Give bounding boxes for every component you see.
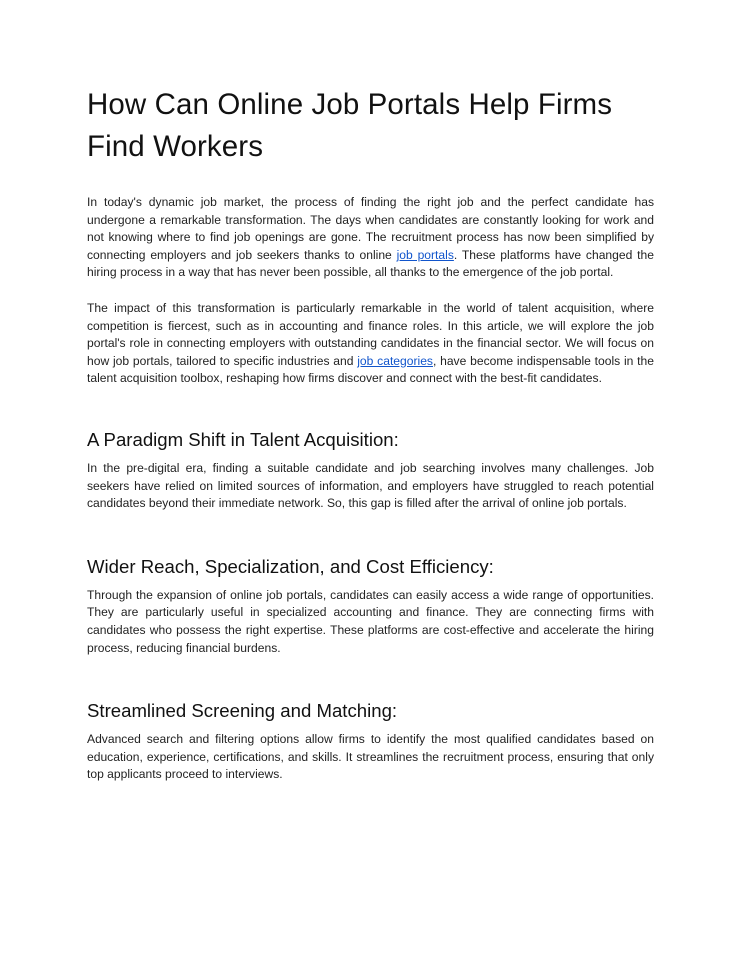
- intro-paragraph-2: [87, 300, 654, 388]
- intro-p2-text-before: The impact of this transformation is particularly remarkable in the world of talent acquisition, where competition is fiercest, such as in accounting and finance roles. In this article, we will explore the job portal's role in connecting employers with outstanding candidates in the financial sector. We will focus on how job portals, tailored to specific industries and: [87, 300, 654, 368]
- section-body-streamlined-screening: Advanced search and filtering options allow firms to identify the most qualified candidates based on education, experience, certifications, and skills. It streamlines the recruitment process, ensuring that only top applicants proceed to interviews.: [87, 732, 654, 782]
- job-portals-link[interactable]: job portals: [396, 247, 454, 262]
- intro-p1-text-after: . These platforms have changed the hiring process in a way that has never been possible, all thanks to the emergence of the job portal.: [87, 247, 654, 280]
- section-heading-paradigm-shift: A Paradigm Shift in Talent Acquisition:: [87, 428, 399, 450]
- section-heading-wider-reach: Wider Reach, Specialization, and Cost Efficiency:: [87, 555, 494, 577]
- intro-p2-text-after: , have become indispensable tools in the talent acquisition toolbox, reshaping how firms discover and connect with the best-fit candidates.: [87, 353, 654, 386]
- section-heading-streamlined-screening: Streamlined Screening and Matching:: [87, 700, 398, 722]
- section-body-wider-reach: Through the expansion of online job portals, candidates can easily access a wide range of opportunities. They are particularly useful in specialized accounting and finance. They are connecting firms with candidates who possess the right expertise. These platforms are cost-effective and accelerate the hiring process, reducing financial burdens.: [87, 587, 654, 655]
- job-categories-link[interactable]: job categories: [357, 353, 433, 368]
- intro-p1-text-before: In today's dynamic job market, the process of finding the right job and the perfect candidate has undergone a remarkable transformation. The days when candidates are constantly looking for work and not knowing where to find job openings are gone. The recruitment process has now been simplified by connecting employers and job seekers thanks to online: [87, 195, 654, 262]
- intro-paragraph-1: [87, 194, 654, 282]
- section-body-paradigm-shift: In the pre-digital era, finding a suitable candidate and job searching involves many challenges. Job seekers have relied on limited sources of information, and employers have struggled to reach potential candidates beyond their immediate network. So, this gap is filled after the arrival of online job portals.: [87, 460, 654, 511]
- page-title: How Can Online Job Portals Help Firms Find Workers: [87, 88, 613, 163]
